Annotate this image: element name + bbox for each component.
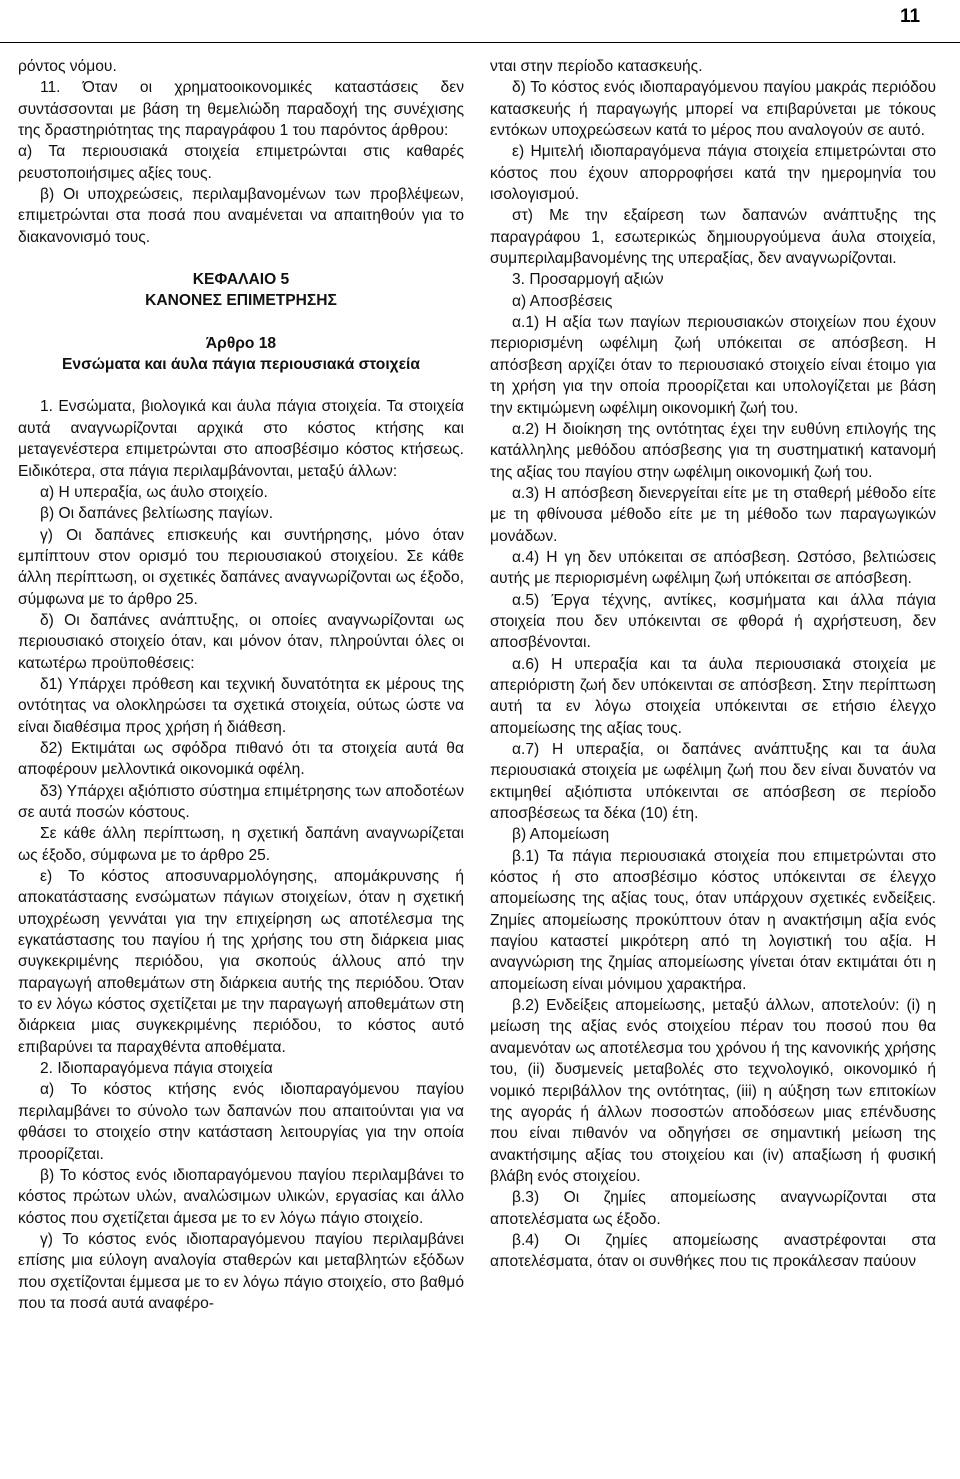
paragraph-2-b: β) Το κόστος ενός ιδιοπαραγόμενου παγίου περιλαμβάνει το κόστος πρώτων υλών, αναλώσιμων υλικών, εργασίας και άλλο κόστος που σχετίζεται άμεσα με το εν λόγω πάγιο στοιχείο.: [18, 1166, 464, 1227]
paragraph-3-a: α) Αποσβέσεις: [512, 292, 613, 310]
paragraph-2-st: στ) Με την εξαίρεση των δαπανών ανάπτυξης της παραγράφου 1, εσωτερικώς δημιουργούμενα άυλα στοιχεία, συμπεριλαμβανομένης της υπεραξίας, δεν αναγνωρίζονται.: [490, 207, 936, 268]
paragraph-b3: β.3) Οι ζημίες απομείωσης αναγνωρίζονται στα αποτελέσματα ως έξοδο.: [490, 1189, 936, 1228]
paragraph-a7: α.7) Η υπεραξία, οι δαπάνες ανάπτυξης και τα άυλα περιουσιακά στοιχεία με ωφέλιμη ζωή που δεν είναι δυνατόν να εκτιμηθεί αξιόπιστα υπόκεινται σε απόσβεση σε περίοδο αποσβέσεως τα δέκα (10) έτη.: [490, 741, 936, 823]
paragraph-1-d3: δ3) Υπάρχει αξιόπιστο σύστημα επιμέτρησης των αποδοτέων σε αυτά ποσών κόστους.: [18, 782, 464, 821]
paragraph-1-d1: δ1) Υπάρχει πρόθεση και τεχνική δυνατότητα εκ μέρους της οντότητας να ολοκληρώσει τα σχετικά στοιχεία, ούτως ώστε να είναι διαθέσιμα προς χρήση ή διάθεση.: [18, 675, 464, 736]
paragraph-a1: α.1) Η αξία των παγίων περιουσιακών στοιχείων που έχουν περιορισμένη ωφέλιμη ζωή υπόκειται σε απόσβεση. Η απόσβεση αρχίζει όταν το περιουσιακό στοιχείο είναι έτοιμο για τη χρήση για την οποία προορίζεται και υπολογίζεται με βάση την εκτιμώμενη ωφέλιμη οικονομική ζωή του.: [490, 314, 936, 417]
paragraph-a6: α.6) Η υπεραξία και τα άυλα περιουσιακά στοιχεία με απεριόριστη ζωή δεν υπόκεινται σε απόσβεση. Στην περίπτωση αυτή τα εν λόγω στοιχεία υπόκεινται σε ετήσιο έλεγχο απομείωσης της αξίας τους.: [490, 655, 936, 737]
chapter-subtitle: ΚΑΝΟΝΕΣ ΕΠΙΜΕΤΡΗΣΗΣ: [145, 292, 337, 310]
paragraph-11: 11. Όταν οι χρηματοοικονομικές καταστάσεις δεν συντάσσονται με βάση τη θεμελιώδη παραδοχή της συνέχισης της δραστηριότητας της παραγράφου 1 του παρόντος άρθρου:: [18, 79, 464, 140]
paragraph-a4: α.4) Η γη δεν υπόκειται σε απόσβεση. Ωστόσο, βελτιώσεις αυτής με περιορισμένη ωφέλιμη ζωή υπόκειται σε απόσβεση.: [490, 548, 936, 588]
paragraph-2-c: γ) Το κόστος ενός ιδιοπαραγόμενου παγίου περιλαμβάνει επίσης μια εύλογη αναλογία σταθερών και μεταβλητών εξόδων που σχετίζονται έμμεσα με το εν λόγω πάγιο στοιχείο, στο βαθμό που τα ποσά αυτά αναφέρο-: [18, 1230, 464, 1312]
spacer: [18, 248, 464, 269]
spacer: [18, 375, 464, 396]
paragraph-b2: β.2) Ενδείξεις απομείωσης, μεταξύ άλλων, αποτελούν: (i) η μείωση της αξίας ενός στοιχείου πέραν του ποσού που θα αναμενόταν ως αποτέλεσμα του χρόνου ή της κανονικής χρήσης του, (ii) δυσμενείς μεταβολές στο τεχνολογικό, οικονομικό ή νομικό περιβάλλον της οντότητας, (iii) η αύξηση των επιτοκίων της αγοράς ή άλλων ποσοστών αποδόσεων μιας επένδυσης που είναι πιθανόν να οδηγήσει σε σημαντική μείωση της ανακτήσιμης αξίας του στοιχείου και (iv) απαξίωση ή φυσική βλάβη ενός στοιχείου.: [490, 997, 936, 1185]
paragraph-a2: α.2) Η διοίκηση της οντότητας έχει την ευθύνη επιλογής της κατάλληλης μεθόδου απόσβεσης για τη συστηματική κατανομή της αξίας του παγίου στην ωφέλιμη οικονομική ζωή του.: [490, 420, 936, 481]
header-rule: [0, 42, 960, 43]
paragraph-continuation: ρόντος νόμου.: [18, 58, 117, 75]
paragraph-continuation: νται στην περίοδο κατασκευής.: [490, 58, 703, 75]
paragraph-a3: α.3) Η απόσβεση διενεργείται είτε με τη σταθερή μέθοδο είτε με τη φθίνουσα μέθοδο είτε με τη μέθοδο των παραγωγικών μονάδων.: [490, 484, 936, 545]
paragraph-1-d2: δ2) Εκτιμάται ως σφόδρα πιθανό ότι τα στοιχεία αυτά θα αποφέρουν μελλοντικά οικονομικά οφέλη.: [18, 739, 464, 779]
paragraph-1-d: δ) Οι δαπάνες ανάπτυξης, οι οποίες αναγνωρίζονται ως περιουσιακό στοιχείο όταν, και μόνον όταν, πληρούνται όλες οι κατωτέρω προϋποθέσεις:: [18, 611, 464, 672]
paragraph-2-d: δ) Το κόστος ενός ιδιοπαραγόμενου παγίου μακράς περιόδου κατασκευής ή παραγωγής μπορεί να επιβαρύνεται με τόκους εντόκων υποχρεώσεων κατά το μέρος που αναλογούν σε αυτό.: [490, 79, 936, 140]
paragraph-1-d-other: Σε κάθε άλλη περίπτωση, η σχετική δαπάνη αναγνωρίζεται ως έξοδο, σύμφωνα με το άρθρο 25.: [18, 825, 464, 864]
article-title: Άρθρο 18: [205, 334, 277, 352]
paragraph-1-a: α) Η υπεραξία, ως άυλο στοιχείο.: [40, 483, 268, 501]
paragraph-11-a: α) Τα περιουσιακά στοιχεία επιμετρώνται στις καθαρές ρευστοποιήσιμες αξίες τους.: [18, 143, 464, 182]
paragraph-1: 1. Ενσώματα, βιολογικά και άυλα πάγια στοιχεία. Τα στοιχεία αυτά αναγνωρίζονται αρχικά στο κόστος κτήσης και μεταγενέστερα επιμετρώνται στο αποσβέσιμο κόστος κτήσεως. Ειδικότερα, στα πάγια περιλαμβάνονται, μεταξύ άλλων:: [18, 398, 464, 480]
paragraph-b1: β.1) Τα πάγια περιουσιακά στοιχεία που επιμετρώνται στο κόστος ή στο αποσβέσιμο κόστος υπόκεινται σε έλεγχο απομείωσης της αξίας τους, όταν υπάρχουν σχετικές ενδείξεις. Ζημίες απομείωσης προκύπτουν όταν η ανακτήσιμη αξία ενός παγίου καταστεί μικρότερη από τη λογιστική του αξία. Η αναγνώριση της ζημίας απομείωσης γίνεται όταν εκτιμάται ότι η απομείωση είναι μόνιμου χαρακτήρα.: [490, 847, 936, 993]
paragraph-2: 2. Ιδιοπαραγόμενα πάγια στοιχεία: [40, 1060, 273, 1078]
article-subtitle: Ενσώματα και άυλα πάγια περιουσιακά στοιχεία: [62, 356, 420, 374]
paragraph-a5: α.5) Έργα τέχνης, αντίκες, κοσμήματα και άλλα πάγια στοιχεία που δεν υπόκεινται σε φθορά ή αχρήστευση, δεν αποσβένονται.: [490, 591, 936, 652]
paragraph-1-c: γ) Οι δαπάνες επισκευής και συντήρησης, μόνο όταν εμπίπτουν στον ορισμό του περιουσιακού στοιχείου. Σε κάθε άλλη περίπτωση, οι σχετικές δαπάνες αναγνωρίζονται ως έξοδο, σύμφωνα με το άρθρο 25.: [18, 526, 464, 608]
left-column: [18, 56, 464, 1314]
chapter-title: ΚΕΦΑΛΑΙΟ 5: [192, 271, 290, 289]
paragraph-b4: β.4) Οι ζημίες απομείωσης αναστρέφονται στα αποτελέσματα, όταν οι συνθήκες που τις προκάλεσαν παύουν: [490, 1231, 936, 1271]
spacer: [18, 312, 464, 333]
paragraph-11-b: β) Οι υποχρεώσεις, περιλαμβανομένων των προβλέψεων, επιμετρώνται στα ποσά που αναμένεται να απαιτηθούν για το διακανονισμό τους.: [18, 186, 464, 246]
page-number: 11: [900, 6, 921, 27]
paragraph-2-e: ε) Ημιτελή ιδιοπαραγόμενα πάγια στοιχεία επιμετρώνται στο κόστος που έχουν απορροφήσει κατά την ημερομηνία του ισολογισμού.: [490, 143, 936, 204]
right-column: [490, 56, 936, 1273]
paragraph-3: 3. Προσαρμογή αξιών: [512, 271, 664, 289]
paragraph-1-e: ε) Το κόστος αποσυναρμολόγησης, απομάκρυνσης ή αποκατάστασης ενσώματων πάγιων στοιχείων, όταν η σχετική υποχρέωση γεννάται για την επιχείρηση ως αποτέλεσμα της εγκατάστασης του παγίου ή της χρήσης του στη διάρκεια μιας συγκεκριμένης περιόδου, για σκοπούς άλλους από την παραγωγή αποθεμάτων στη διάρκεια αυτής της περιόδου. Όταν το εν λόγω κόστος σχετίζεται με την παραγωγή αποθεμάτων στη διάρκεια μιας συγκεκριμένης περιόδου, το κόστος αυτό επιβαρύνει τα παραχθέντα αποθέματα.: [18, 868, 464, 1056]
paragraph-1-b: β) Οι δαπάνες βελτίωσης παγίων.: [40, 505, 274, 523]
paragraph-3-b: β) Απομείωση: [512, 826, 610, 844]
paragraph-2-a: α) Το κόστος κτήσης ενός ιδιοπαραγόμενου παγίου περιλαμβάνει το σύνολο των δαπανών που απαιτούνται για να φθάσει το στοιχείο στην κατάσταση λειτουργίας για την οποία προορίζεται.: [18, 1081, 464, 1163]
